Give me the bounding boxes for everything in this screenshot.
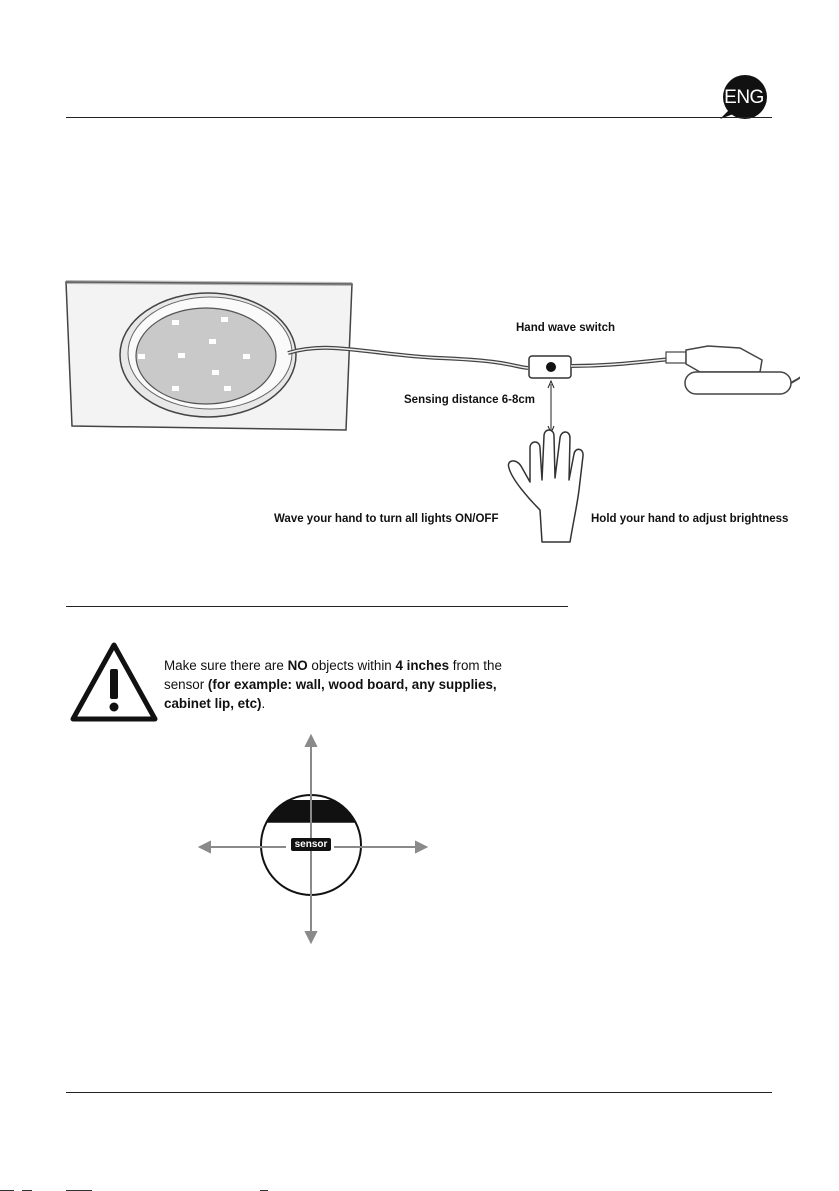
warning-text: Make sure there are NO objects within 4 inches from the sensor (for example: wall, wood board, any supplies, cabinet lip, etc). — [164, 658, 502, 711]
language-badge-label: ENG — [724, 87, 764, 108]
adapter-base — [685, 372, 791, 394]
power-adapter — [686, 346, 762, 372]
switch-label: Hand wave switch — [516, 322, 616, 334]
power-plug — [666, 352, 686, 363]
sensing-distance-label: Sensing distance 6-8cm — [404, 394, 536, 406]
hand-icon — [508, 430, 583, 542]
product-diagram — [60, 280, 800, 550]
language-badge — [716, 75, 772, 121]
puck-light-lens — [136, 308, 276, 404]
sensor-label: sensor — [291, 838, 331, 851]
footer-rule — [66, 1092, 772, 1093]
header-rule — [66, 117, 772, 118]
hold-instruction-label: Hold your hand to adjust brightness — [591, 513, 789, 525]
section-rule — [66, 606, 568, 607]
warning-triangle-icon — [68, 639, 160, 725]
cropped-bottom-edge — [0, 1180, 839, 1191]
wave-instruction-label: Wave your hand to turn all lights ON/OFF — [274, 513, 499, 525]
